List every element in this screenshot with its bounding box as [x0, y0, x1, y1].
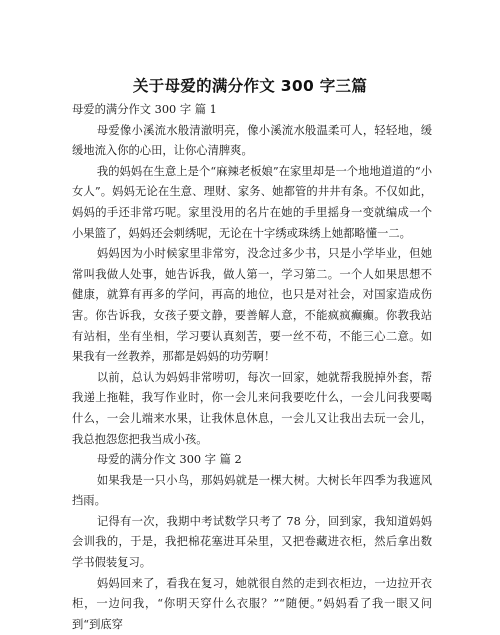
section-heading: 母爱的满分作文 300 字 篇 1	[72, 103, 217, 116]
document-body	[72, 100, 432, 635]
paragraph: 以前，总认为妈妈非常唠叨，每次一回家，她就帮我脱掉外套，帮我递上拖鞋，我写作业时，你一会儿来问我要吃什么，一会儿问我要喝什么，一会儿端来水果，让我休息休息，一会儿又让我出去玩一会儿，我总抱怨您把我当成小孩。	[72, 370, 432, 446]
section-heading: 母爱的满分作文 300 字 篇 2	[96, 453, 242, 467]
document-title: 关于母爱的满分作文 300 字三篇	[132, 77, 368, 95]
paragraph: 记得有一次，我期中考试数学只考了 78 分，回到家，我知道妈妈会训我的，于是，我把棉花塞进耳朵里，又把卷藏进衣柜，然后拿出数学书假装复习。	[72, 514, 432, 570]
paragraph: 我的妈妈在生意上是个“麻辣老板娘”在家里却是一个地地道道的“小女人”。妈妈无论在生意、理财、家务、她都管的井井有条。不仅如此，妈妈的手还非常巧呢。家里没用的名片在她的手里摇身一变就编成一个小果篮了，妈妈还会刺绣呢，无论在十字绣或珠绣上她都略懂一二。	[72, 164, 432, 240]
paragraph: 妈妈回来了，看我在复习，她就很自然的走到衣柜边，一边拉开衣柜，一边问我，“你明天穿什么衣服？”“随便。”妈妈看了我一眼又问到“到底穿	[72, 576, 432, 631]
paragraph: 母爱像小溪流水般清澈明亮，像小溪流水般温柔可人，轻轻地，缓缓地流入你的心田，让你心清脾爽。	[72, 123, 432, 158]
paragraph: 妈妈因为小时候家里非常穷，没念过多少书，只是小学毕业，但她常叫我做人处事，她告诉我，做人第一，学习第二。一个人如果思想不健康，就算有再多的学问，再高的地位，也只是对社会，对国家造成伤害。你告诉我，女孩子要文静，要善解人意，不能疯疯癫癫。你教我站有站相，坐有坐相，学习要认真刻苦，要一丝不苟，不能三心二意。如果我有一丝教养，那都是妈妈的功劳啊！	[72, 247, 432, 364]
paragraph: 如果我是一只小鸟，那妈妈就是一棵大树。大树长年四季为我遮风挡雨。	[72, 473, 432, 508]
